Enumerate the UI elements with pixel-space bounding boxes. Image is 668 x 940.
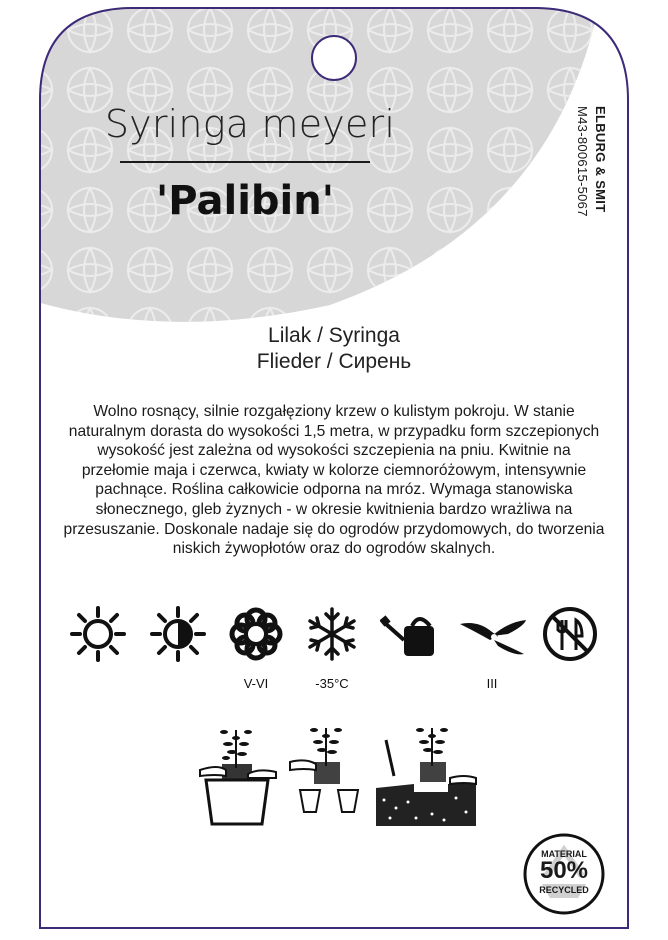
latin-name: Syringa meyeri <box>104 102 396 146</box>
snowflake-icon <box>304 606 360 662</box>
not-edible-icon <box>542 606 598 662</box>
common-names-line-2: Flieder / Сирень <box>256 350 412 373</box>
planting-step-2-icon <box>286 718 368 828</box>
planting-step-3-icon <box>372 718 480 828</box>
watering-can-icon <box>380 610 446 660</box>
pruning-month-caption: III <box>486 676 498 691</box>
full-sun-icon <box>70 606 126 662</box>
pruning-shears-icon <box>458 614 528 658</box>
badge-bottom-text: RECYCLED <box>539 885 589 895</box>
common-names-line-1: Lilak / Syringa <box>268 324 400 347</box>
half-shade-icon <box>150 606 206 662</box>
hang-hole <box>312 36 356 80</box>
brand-name: ELBURG & SMIT <box>593 106 608 213</box>
cultivar-name: 'Palibin' <box>156 178 334 224</box>
planting-step-1-icon <box>196 718 278 828</box>
flower-icon <box>228 606 284 662</box>
badge-percent: 50% <box>539 857 589 884</box>
plant-description: Wolno rosnący, silnie rozgałęziony krzew o kulistym pokroju. W stanie naturalnym dorasta do wysokości 1,5 metra, w przypadku form szczepionych wysokość jest zależna od wysokości szczepienia na pniu. Kwitnie na przełomie maja i czerwca, kwiaty w kolorze ciemnoróżowym, intensywnie pachnące. Roślina całkowicie odporna na mróz. Wymaga stanowiska słonecznego, gleb żyznych - w okresie kwitnienia bardzo wrażliwa na przesuszanie. Doskonale nadaje się do ogrodów przydomowych, do tworzenia niskich żywopłotów oraz do ogrodów skalnych. <box>63 403 605 558</box>
title-divider <box>120 161 370 163</box>
badge-top-text: MATERIAL <box>541 849 587 859</box>
product-code: M43-800615-5067 <box>575 106 590 217</box>
bloom-period-caption: V-VI <box>243 676 269 691</box>
hardiness-caption: -35°C <box>315 676 349 691</box>
recycled-badge <box>522 832 606 916</box>
